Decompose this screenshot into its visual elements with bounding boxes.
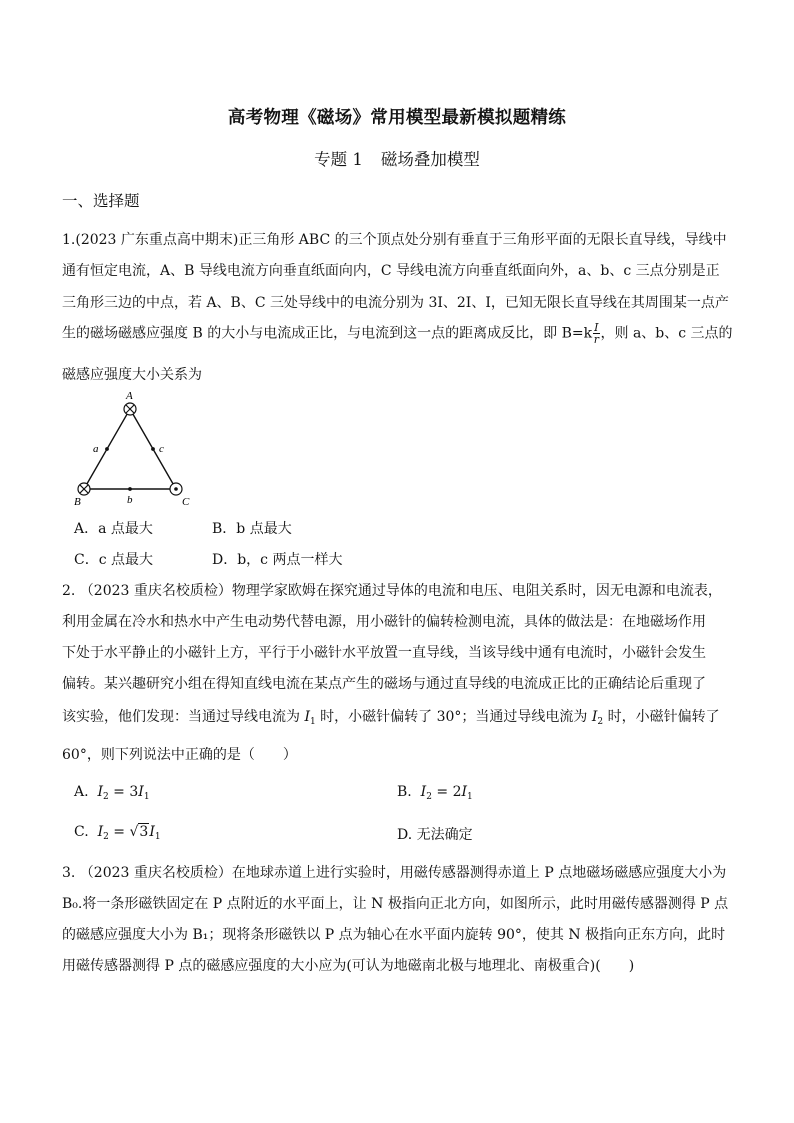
q3-line-4: 用磁传感器测得 P 点的磁感应强度的大小应为(可认为地磁南北极与地理北、南极重合)( )	[62, 958, 635, 974]
label-midpoint-a: a	[93, 443, 99, 455]
q2-line-5-b: 时，小磁针偏转了 30°；当通过导线电流为	[315, 709, 592, 725]
midpoint-a-dot	[105, 447, 109, 451]
q1-line-4-post: ，则 a、b、c 三点的	[600, 325, 733, 342]
subtitle-name: 磁场叠加模型	[380, 150, 480, 169]
wire-c-dot-icon	[170, 483, 182, 495]
q1-line-3: 三角形三边的中点，若 A、B、C 三处导线中的电流分别为 3I、2I、I，已知无限长直导线在其周围某一点产	[62, 295, 729, 311]
q3-line-3: 的磁感应强度大小为 B₁；现将条形磁铁以 P 点为轴心在水平面内旋转 90°，使其 N 极指向正东方向，此时	[62, 927, 726, 943]
q2-line-5-a: 该实验，他们发现：当通过导线电流为	[62, 709, 305, 725]
q1-frac-den: r	[593, 333, 599, 346]
q1-line-1: 1.(2023 广东重点高中期末)正三角形 ABC 的三个顶点处分别有垂直于三角形平面的无限长直导线，导线中	[62, 232, 727, 248]
label-vertex-b: B	[74, 496, 81, 508]
q1-line-4	[62, 322, 733, 345]
q1-fraction	[593, 322, 599, 345]
triangle-figure	[70, 388, 200, 510]
q2-option-c-coef: 3	[139, 824, 149, 840]
midpoint-b-dot	[128, 487, 132, 491]
q2-option-c-label: C.	[74, 824, 89, 840]
q2-line-5-c: 时，小磁针偏转了	[603, 709, 720, 725]
q2-line-4: 偏转。某兴趣研究小组在得知直线电流在某点产生的磁场与通过直导线的电流成正比的正确结论后重现了	[62, 676, 706, 692]
label-midpoint-b: b	[127, 494, 133, 506]
subtitle-topic: 专题 1	[314, 150, 363, 169]
q2-option-b[interactable]: B. $I_2 = 2I_1$	[397, 784, 473, 802]
q2-line-1: 2. （2023 重庆名校质检）物理学家欧姆在探究通过导体的电流和电压、电阻关系时，因无电源和电流表，	[62, 583, 722, 599]
wire-b-cross-icon	[78, 483, 90, 495]
q2-option-a[interactable]: A. $I_2 = 3I_1$	[74, 784, 150, 802]
q1-option-d[interactable]: D．b，c 两点一样大	[212, 552, 343, 568]
label-vertex-c: C	[182, 496, 190, 508]
q2-option-b-label: B.	[397, 784, 412, 800]
q3-line-1: 3. （2023 重庆名校质检）在地球赤道上进行实验时，用磁传感器测得赤道上 P 点地磁场磁感应强度大小为	[62, 865, 727, 881]
document-title: 高考物理《磁场》常用模型最新模拟题精练	[227, 108, 567, 128]
q3-line-2: B₀.将一条形磁铁固定在 P 点附近的水平面上，让 N 极指向正北方向，如图所示，此时用磁传感器测得 P 点	[62, 896, 729, 912]
wire-a-cross-icon	[124, 403, 136, 415]
q2-option-d[interactable]: D. 无法确定	[397, 827, 473, 843]
q2-option-b-coef: 2	[452, 784, 462, 800]
q2-line-3: 下处于水平静止的小磁针上方，平行于小磁针水平放置一直导线，当该导线中通有电流时，小磁针会发生	[62, 645, 706, 661]
label-midpoint-c: c	[159, 443, 164, 455]
q2-line-6: 60°，则下列说法中正确的是（ ）	[62, 747, 297, 763]
q2-option-c[interactable]: C. $I_2 = √3I_1$	[74, 824, 161, 842]
q1-line-4-pre: 生的磁场磁感应强度 B 的大小与电流成正比，与电流到这一点的距离成反比，即 B=k	[62, 325, 593, 342]
q1-frac-num: I	[594, 321, 599, 334]
q2-option-a-label: A.	[74, 784, 89, 800]
label-vertex-a: A	[126, 390, 133, 402]
q1-option-c[interactable]: C．c 点最大	[74, 552, 154, 568]
q1-option-b[interactable]: B．b 点最大	[212, 521, 292, 537]
document-subtitle	[0, 146, 794, 170]
section-heading: 一、选择题	[62, 192, 140, 210]
q1-line-5: 磁感应强度大小关系为	[62, 367, 202, 383]
q2-line-2: 利用金属在冷水和热水中产生电动势代替电源，用小磁针的偏转检测电流，具体的做法是：在地磁场作用	[62, 614, 706, 630]
q2-line-5: 该实验，他们发现：当通过导线电流为 $I_1$ 时，小磁针偏转了 30°；当通过导线电流为 $I_2$ 时，小磁针偏转了	[62, 709, 720, 727]
q2-option-a-coef: 3	[129, 784, 139, 800]
q1-option-a[interactable]: A．a 点最大	[74, 521, 153, 537]
q1-line-2: 通有恒定电流，A、B 导线电流方向垂直纸面向内，C 导线电流方向垂直纸面向外，a、b、c 三点分别是正	[62, 263, 720, 279]
midpoint-c-dot	[151, 447, 155, 451]
